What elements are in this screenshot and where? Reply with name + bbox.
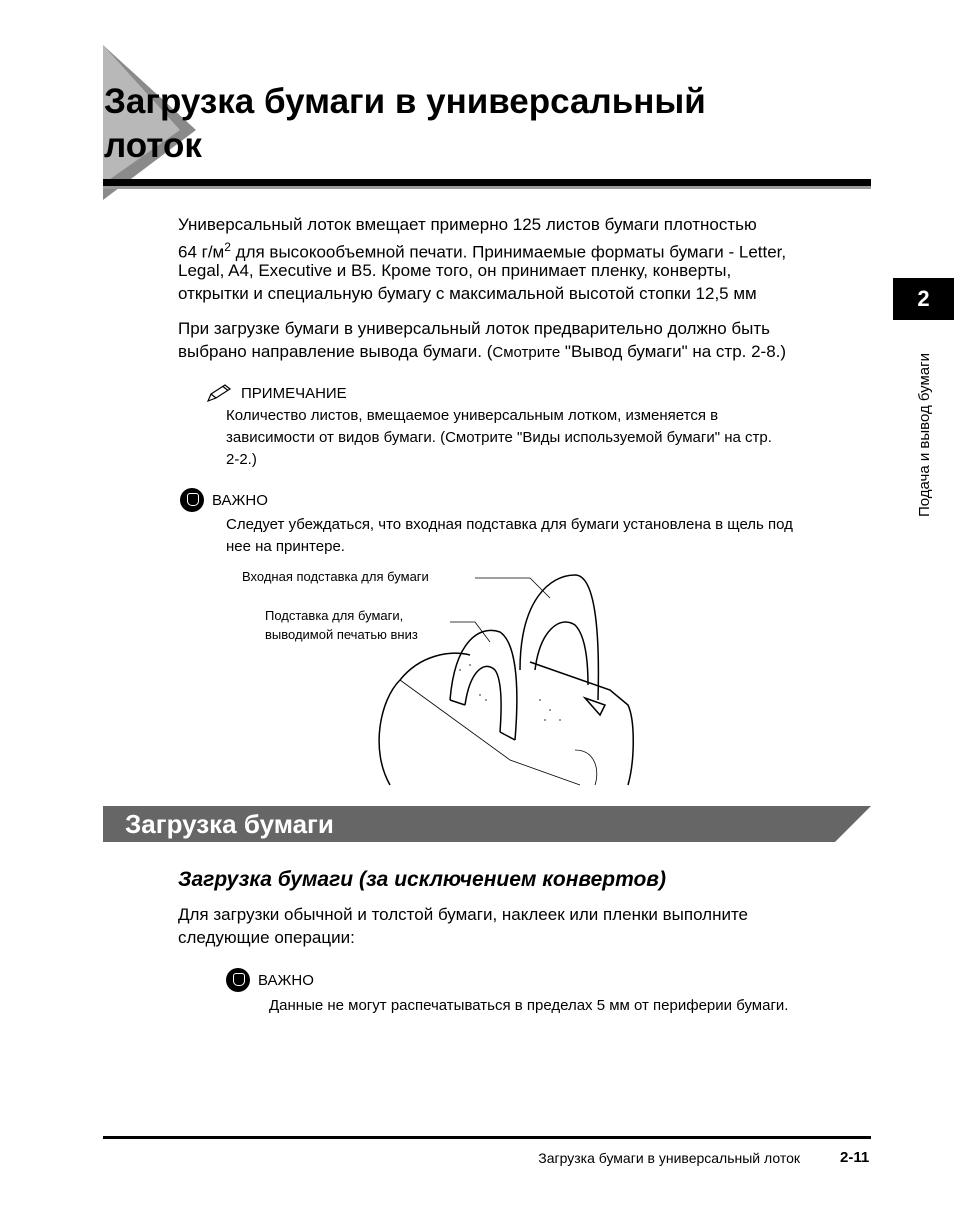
section-title: Загрузка бумаги xyxy=(125,809,334,839)
hand-stop-icon xyxy=(226,968,250,992)
figure-label-output-tray: Подставка для бумаги, xyxy=(265,608,404,623)
note-line: зависимости от видов бумаги. (Смотрите "Виды используемой бумаги" на стр. xyxy=(226,429,772,446)
printer-illustration xyxy=(360,570,650,790)
footer-title: Загрузка бумаги в универсальный лоток xyxy=(538,1150,800,1166)
figure-label-input-tray: Входная подставка для бумаги xyxy=(242,569,429,584)
chapter-tab: 2 xyxy=(893,278,954,320)
important-label: ВАЖНО xyxy=(258,972,314,989)
page-title-line2: лоток xyxy=(104,126,202,165)
superscript: 2 xyxy=(224,240,231,254)
para2-line: При загрузке бумаги в универсальный лоток предварительно должно быть xyxy=(178,319,770,338)
note-label: ПРИМЕЧАНИЕ xyxy=(241,385,347,402)
page-number: 2-11 xyxy=(840,1149,870,1166)
hand-stop-icon xyxy=(180,488,204,512)
important-label: ВАЖНО xyxy=(212,492,268,509)
figure-label-output-tray-line2: выводимой печатью вниз xyxy=(265,627,418,642)
title-rule-shadow xyxy=(103,186,871,189)
footer-rule xyxy=(103,1136,871,1139)
intro-line: открытки и специальную бумагу с максимальной высотой стопки 12,5 мм xyxy=(178,284,757,303)
chapter-side-label: Подача и вывод бумаги xyxy=(916,353,933,518)
intro-line: Универсальный лоток вмещает примерно 125 листов бумаги плотностью xyxy=(178,215,757,234)
note-line: 2-2.) xyxy=(226,451,257,468)
intro-line: Legal, A4, Executive и B5. Кроме того, он принимает пленку, конверты, xyxy=(178,261,732,280)
unit: 64 г/м xyxy=(178,242,225,262)
important-line: Следует убеждаться, что входная подставка для бумаги установлена в щель под xyxy=(226,516,793,533)
para2-line xyxy=(178,340,786,364)
subsection-line: следующие операции: xyxy=(178,928,355,947)
page-title: Загрузка бумаги в универсальный xyxy=(104,82,706,121)
text: для высокообъемной печати. Принимаемые форматы бумаги - Letter, xyxy=(230,242,787,262)
chapter-side-label-wrap xyxy=(915,330,935,540)
important-line: нее на принтере. xyxy=(226,538,345,555)
important-text: Данные не могут распечатываться в пределах 5 мм от периферии бумаги. xyxy=(269,997,789,1014)
subsection-line: Для загрузки обычной и толстой бумаги, наклеек или пленки выполните xyxy=(178,905,749,924)
text: Смотрите xyxy=(492,344,561,361)
text: выбрано направление вывода бумаги. ( xyxy=(178,342,493,361)
pencil-icon xyxy=(206,383,234,403)
text: "Вывод бумаги" на стр. 2-8.) xyxy=(560,342,787,361)
title-rule xyxy=(103,179,871,186)
note-line: Количество листов, вмещаемое универсальным лотком, изменяется в xyxy=(226,407,719,424)
subsection-title: Загрузка бумаги (за исключением конвертов) xyxy=(178,868,666,891)
